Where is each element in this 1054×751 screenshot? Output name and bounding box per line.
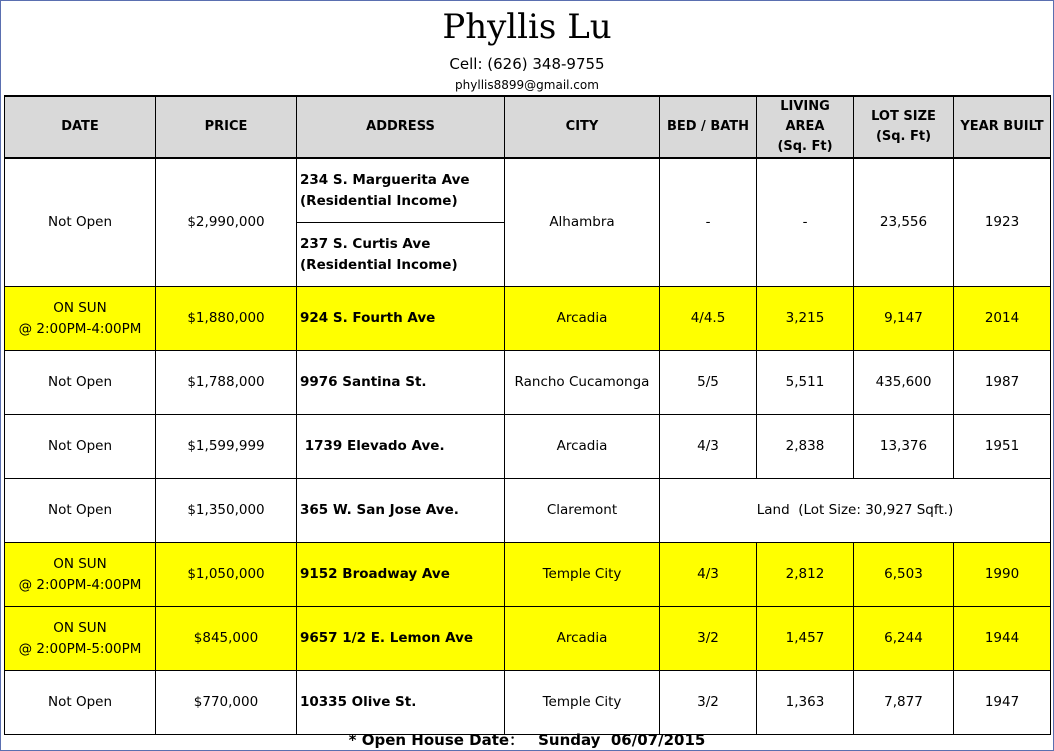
cell-price: $1,350,000 [156, 479, 297, 543]
cell-address: 365 W. San Jose Ave. [297, 479, 505, 543]
cell-address: 9657 1/2 E. Lemon Ave [297, 607, 505, 671]
cell-city: Arcadia [505, 415, 660, 479]
cell-lot-size: 435,600 [854, 351, 954, 415]
cell-living-area: - [757, 158, 854, 287]
lot-size-unit: (Sq. Ft) [875, 129, 932, 144]
cell-price: $1,880,000 [156, 287, 297, 351]
col-header-city: CITY [505, 96, 660, 158]
agent-cell-phone: Cell: (626) 348-9755 [449, 55, 605, 73]
col-header-lot-size [854, 96, 954, 158]
cell-lot-size: 7,877 [854, 671, 954, 735]
cell-price: $1,599,999 [156, 415, 297, 479]
living-area-unit: (Sq. Ft) [777, 139, 833, 154]
cell-date [5, 607, 156, 671]
cell-city: Arcadia [505, 607, 660, 671]
table-row [5, 351, 1051, 415]
header-row [5, 96, 1051, 158]
table-row [5, 158, 1051, 287]
cell-address: 9976 Santina St. [297, 351, 505, 415]
cell-lot-size: 6,244 [854, 607, 954, 671]
date-line-1: ON SUN [53, 619, 107, 636]
table-row [5, 671, 1051, 735]
cell-address: 1739 Elevado Ave. [297, 415, 505, 479]
cell-date: Not Open [5, 671, 156, 735]
cell-bed-bath: 4/3 [660, 543, 757, 607]
open-house-label: * Open House Date： [348, 731, 525, 749]
cell-address: 10335 Olive St. [297, 671, 505, 735]
cell-date: Not Open [5, 415, 156, 479]
cell-bed-bath: 3/2 [660, 671, 757, 735]
cell-year-built: 1990 [954, 543, 1051, 607]
cell-lot-size: 23,556 [854, 158, 954, 287]
cell-city: Alhambra [505, 158, 660, 287]
cell-bed-bath: - [660, 158, 757, 287]
cell-city: Claremont [505, 479, 660, 543]
col-header-year-built: YEAR BUILT [954, 96, 1051, 158]
cell-bed-bath: 4/4.5 [660, 287, 757, 351]
agent-email: phyllis8899@gmail.com [455, 78, 599, 92]
cell-bed-bath: 3/2 [660, 607, 757, 671]
table-row [5, 287, 1051, 351]
table-row [5, 543, 1051, 607]
cell-city: Arcadia [505, 287, 660, 351]
cell-city: Temple City [505, 543, 660, 607]
cell-year-built: 1947 [954, 671, 1051, 735]
cell-city: Rancho Cucamonga [505, 351, 660, 415]
lot-size-label: LOT SIZE [871, 109, 936, 124]
date-line-1: Not Open [48, 214, 112, 230]
cell-year-built: 1951 [954, 415, 1051, 479]
open-house-date: Sunday 06/07/2015 [538, 731, 706, 749]
date-line-1: ON SUN [53, 555, 107, 572]
cell-date [5, 543, 156, 607]
cell-living-area: 5,511 [757, 351, 854, 415]
cell-price: $2,990,000 [156, 158, 297, 287]
cell-price: $1,050,000 [156, 543, 297, 607]
cell-living-area: 2,812 [757, 543, 854, 607]
cell-date [5, 287, 156, 351]
address-b-line-2: (Residential Income) [300, 256, 458, 273]
table-row [5, 607, 1051, 671]
address-b-line-1: 237 S. Curtis Ave [300, 235, 431, 252]
cell-date: Not Open [5, 479, 156, 543]
address-a-line-2: (Residential Income) [300, 192, 458, 209]
date-line-2: @ 2:00PM-4:00PM [18, 576, 142, 593]
cell-bed-bath: 5/5 [660, 351, 757, 415]
cell-lot-size: 6,503 [854, 543, 954, 607]
cell-price: $1,788,000 [156, 351, 297, 415]
col-header-bed-bath: BED / BATH [660, 96, 757, 158]
cell-city: Temple City [505, 671, 660, 735]
col-header-living-area [757, 96, 854, 158]
cell-year-built: 1923 [954, 158, 1051, 287]
cell-living-area: 3,215 [757, 287, 854, 351]
cell-lot-size: 9,147 [854, 287, 954, 351]
cell-year-built: 1944 [954, 607, 1051, 671]
col-header-address: ADDRESS [297, 96, 505, 158]
cell-price: $845,000 [156, 607, 297, 671]
cell-land-note: Land (Lot Size: 30,927 Sqft.) [660, 479, 1051, 543]
col-header-price: PRICE [156, 96, 297, 158]
cell-year-built: 1987 [954, 351, 1051, 415]
date-line-2: @ 2:00PM-5:00PM [18, 640, 142, 657]
cell-living-area: 2,838 [757, 415, 854, 479]
open-house-footer [0, 729, 1054, 751]
cell-date: Not Open [5, 351, 156, 415]
cell-living-area: 1,457 [757, 607, 854, 671]
address-a [297, 159, 504, 222]
cell-living-area: 1,363 [757, 671, 854, 735]
cell-price: $770,000 [156, 671, 297, 735]
table-row [5, 415, 1051, 479]
address-b [297, 222, 504, 286]
date-line-2: @ 2:00PM-4:00PM [18, 320, 142, 337]
agent-name: Phyllis Lu [442, 7, 612, 47]
cell-address: 924 S. Fourth Ave [297, 287, 505, 351]
cell-address: 9152 Broadway Ave [297, 543, 505, 607]
cell-address [297, 158, 505, 287]
listings-table [4, 95, 1051, 735]
cell-bed-bath: 4/3 [660, 415, 757, 479]
table-row [5, 479, 1051, 543]
cell-date [5, 158, 156, 287]
living-area-label: LIVING AREA [780, 99, 830, 134]
cell-year-built: 2014 [954, 287, 1051, 351]
cell-lot-size: 13,376 [854, 415, 954, 479]
col-header-date: DATE [5, 96, 156, 158]
address-a-line-1: 234 S. Marguerita Ave [300, 171, 470, 188]
date-line-1: ON SUN [53, 299, 107, 316]
